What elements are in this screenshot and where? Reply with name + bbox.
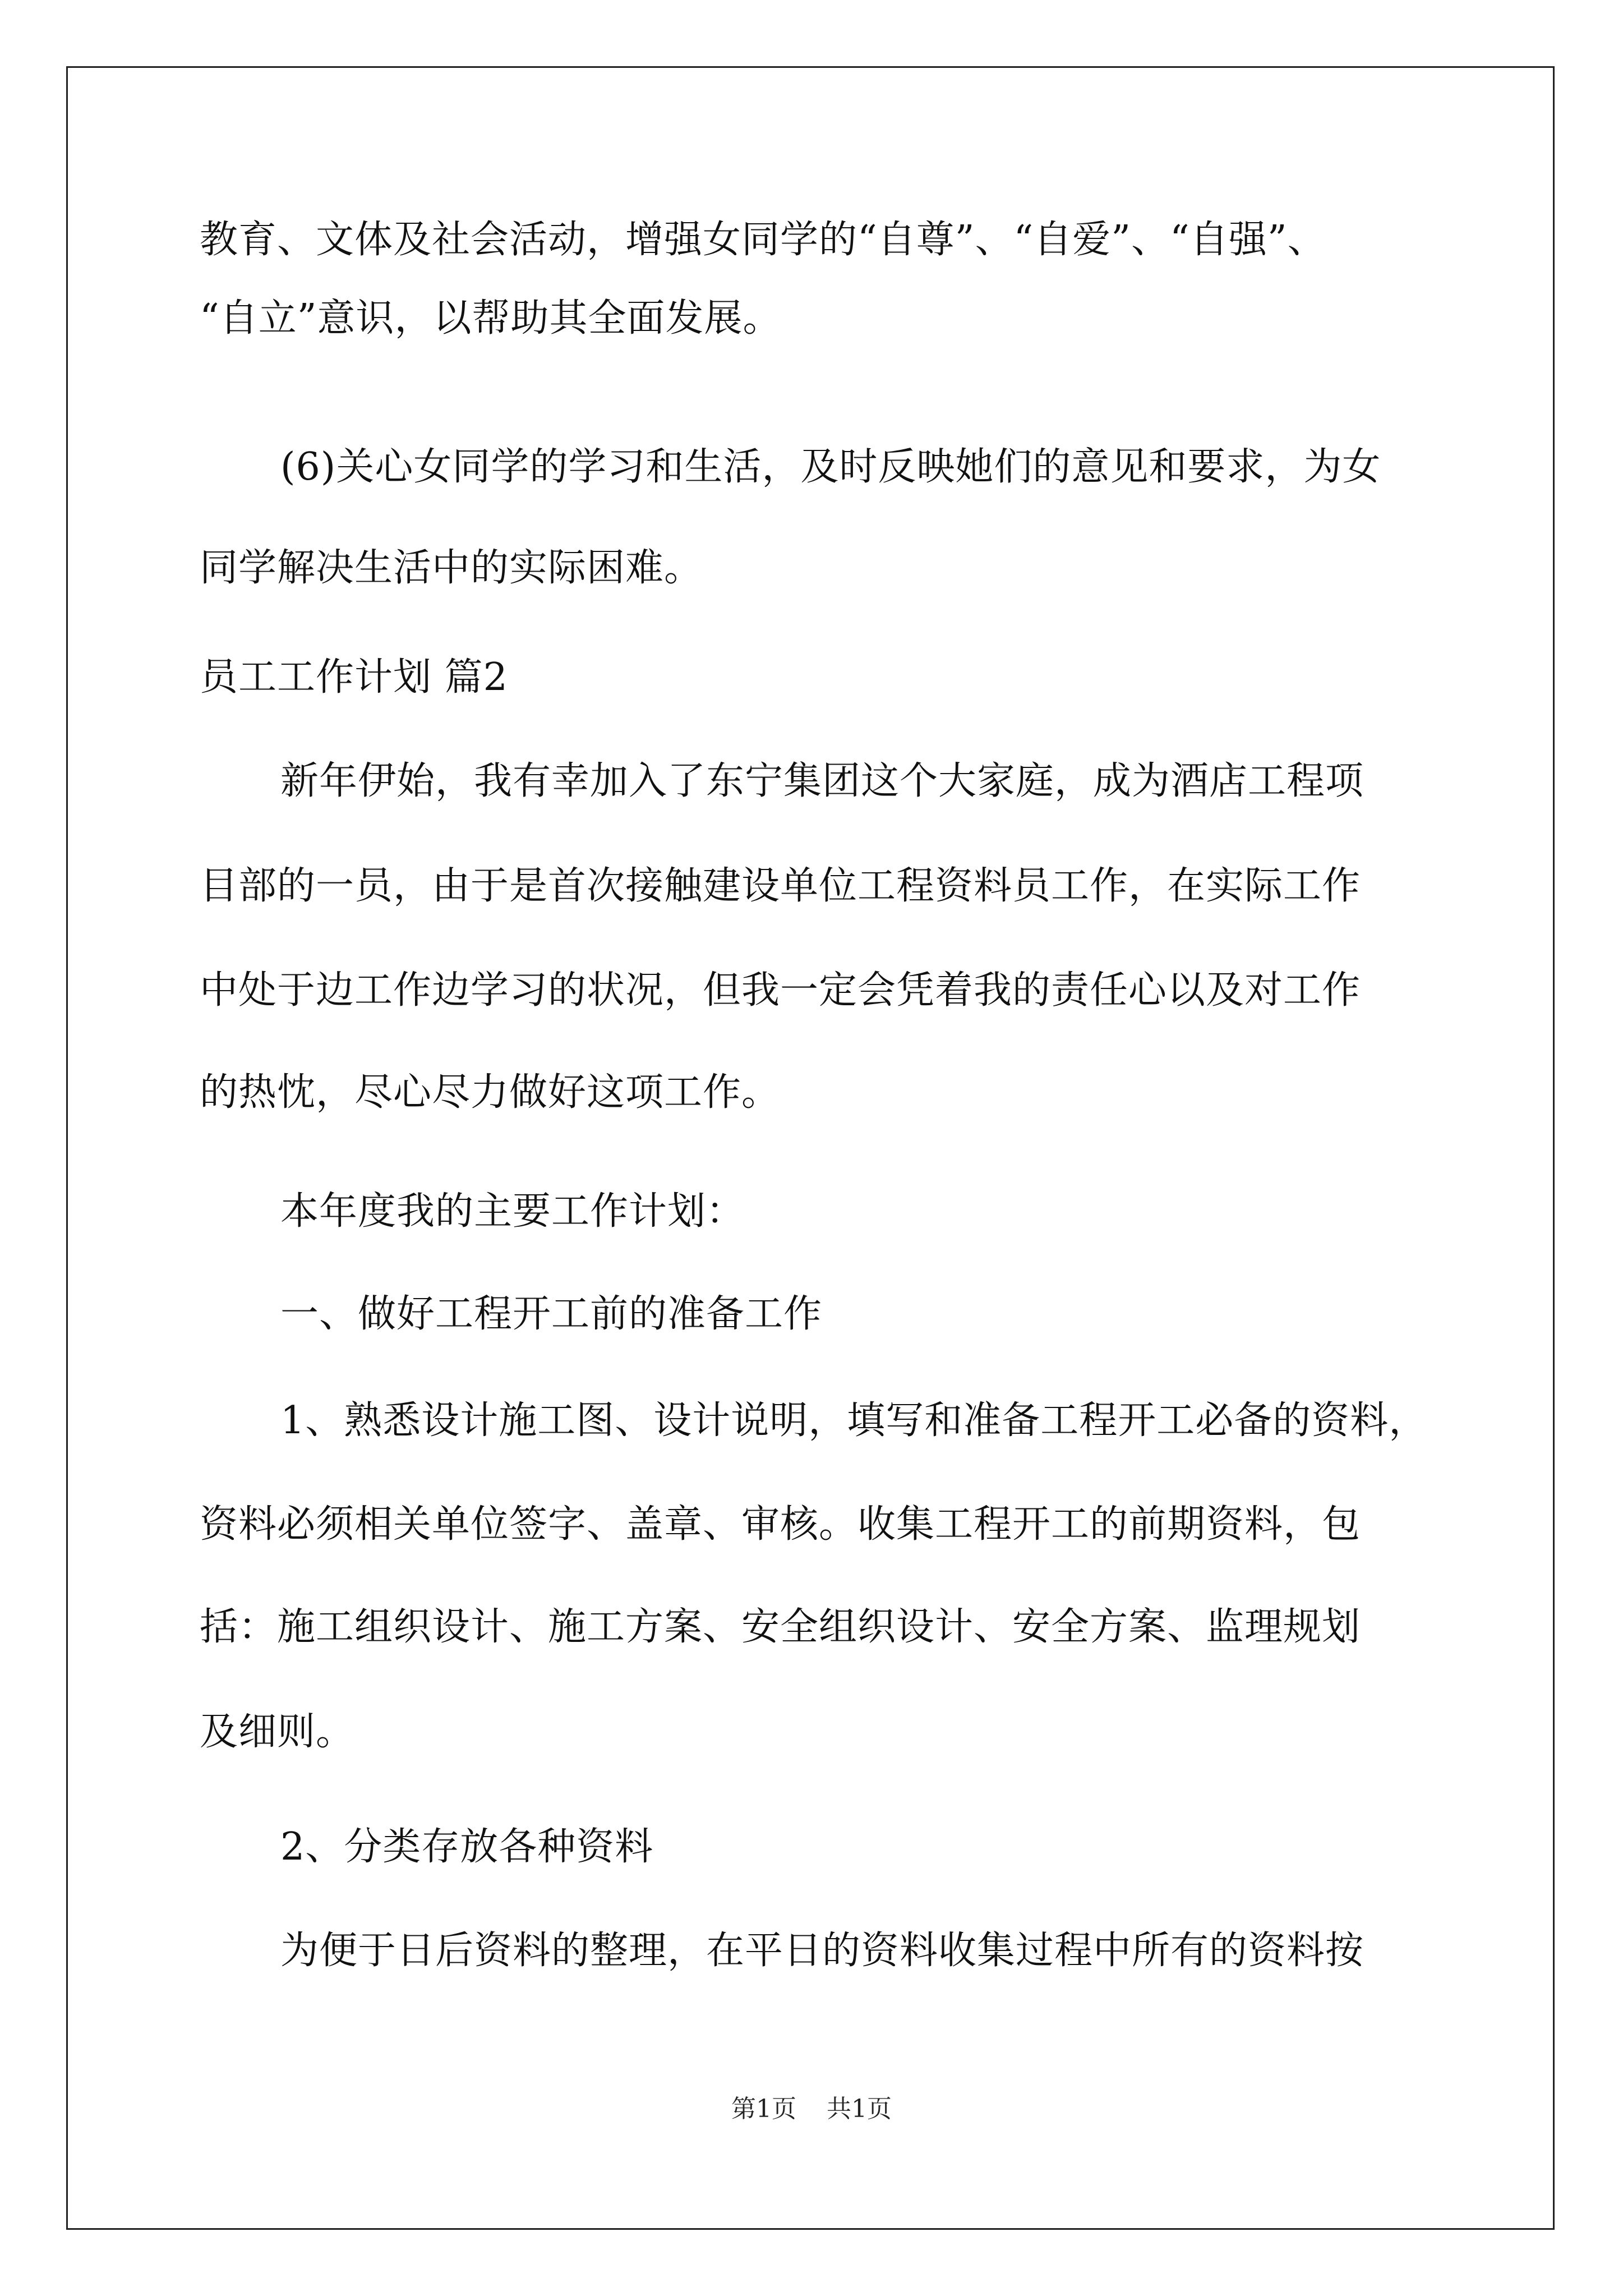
section-heading: 员工工作计划 篇2 bbox=[200, 655, 508, 700]
subheading-line: 2、分类存放各种资料 bbox=[280, 1825, 654, 1869]
paragraph-line: “自立”意识，以帮助其全面发展。 bbox=[200, 296, 782, 341]
paragraph-line: 同学解决生活中的实际困难。 bbox=[200, 546, 703, 590]
paragraph-line: 新年伊始，我有幸加入了东宁集团这个大家庭，成为酒店工程项 bbox=[280, 759, 1364, 803]
page-footer bbox=[0, 2092, 1623, 2126]
paragraph-line: 为便于日后资料的整理，在平日的资料收集过程中所有的资料按 bbox=[280, 1929, 1364, 1973]
paragraph-line: 及细则。 bbox=[200, 1710, 355, 1754]
paragraph-line: 1、熟悉设计施工图、设计说明，填写和准备工程开工必备的资料， bbox=[280, 1398, 1428, 1443]
paragraph-line: 目部的一员，由于是首次接触建设单位工程资料员工作，在实际工作 bbox=[200, 864, 1361, 908]
paragraph-line: 资料必须相关单位签字、盖章、审核。收集工程开工的前期资料，包 bbox=[200, 1502, 1361, 1547]
paragraph-line: 括：施工组织设计、施工方案、安全组织设计、安全方案、监理规划 bbox=[200, 1605, 1361, 1649]
paragraph-line: 教育、文体及社会活动，增强女同学的“自尊”、“自爱”、“自强”、 bbox=[200, 218, 1326, 262]
page-number: 第1页 bbox=[731, 2095, 796, 2123]
page-total: 共1页 bbox=[827, 2095, 892, 2123]
page-border bbox=[66, 66, 1555, 2230]
paragraph-line: (6)关心女同学的学习和生活，及时反映她们的意见和要求，为女 bbox=[280, 445, 1381, 489]
paragraph-line: 的热忱，尽心尽力做好这项工作。 bbox=[200, 1070, 781, 1115]
paragraph-line: 中处于边工作边学习的状况，但我一定会凭着我的责任心以及对工作 bbox=[200, 968, 1361, 1013]
paragraph-line: 本年度我的主要工作计划： bbox=[280, 1189, 745, 1234]
subheading-line: 一、做好工程开工前的准备工作 bbox=[280, 1292, 823, 1336]
